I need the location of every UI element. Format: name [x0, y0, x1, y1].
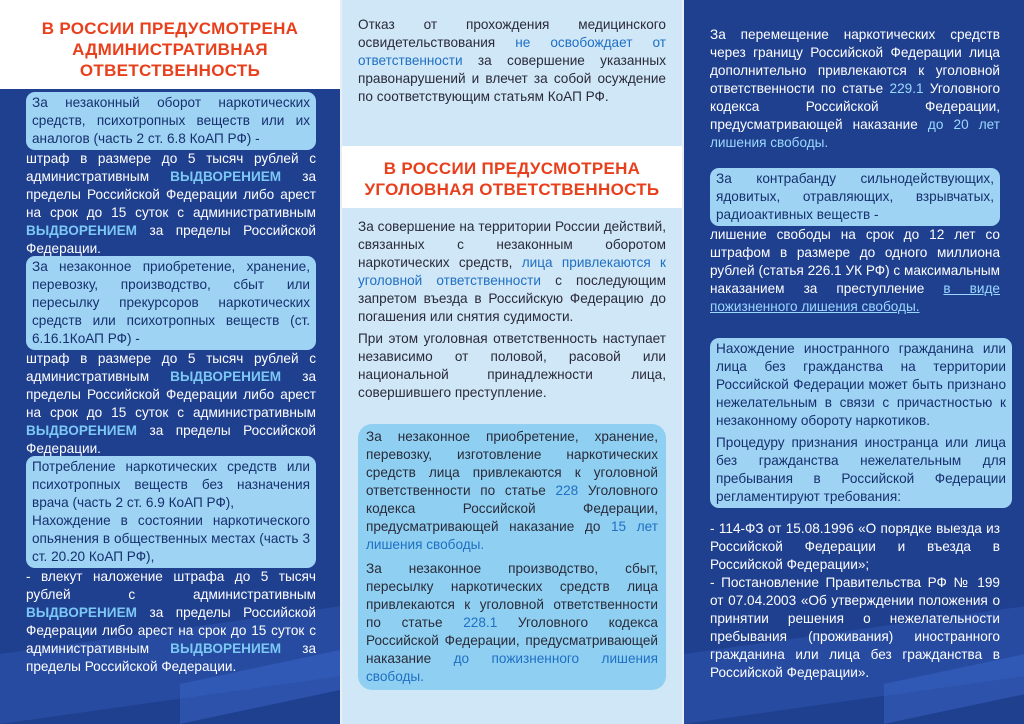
border-crossing-note: За перемещение наркотических средств через границу Российской Федерации лица дополнительно привлекаются к уголовной ответственности по статье 229.1 Уголовного кодекса Российской Федерации, предусматривающей наказание до 20 лет лишения свободы.: [710, 27, 1001, 150]
section-header-administrative: В РОССИИ ПРЕДУСМОТРЕНА АДМИНИСТРАТИВНАЯ ОТВЕТСТВЕННОСТЬ: [0, 0, 340, 89]
section-header-criminal: В РОССИИ ПРЕДУСМОТРЕНА УГОЛОВНАЯ ОТВЕТСТВЕННОСТЬ: [342, 146, 682, 208]
column-criminal: [342, 0, 682, 724]
contraband-offense: За контрабанду сильнодействующих, ядовитых, отравляющих, взрывчатых, радиоактивных веществ -: [710, 168, 1000, 226]
undesirable-stay-panel: Нахождение иностранного гражданина или лица без гражданства на территории Российской Федерации может быть признано нежелательным в связи с причастностью к незаконному обороту наркотиков. Процедуру признания иностранца или лица без гражданства нежелательным для пребывания в Российской Федерации регламентируют требования:: [710, 338, 1012, 508]
refusal-note: Отказ от прохождения медицинского освидетельствования не освобождает от ответственности за совершение указанных правонарушений и влечет за собой осуждение по соответствующим статьям КоАП РФ.: [358, 17, 667, 104]
column-administrative: [0, 0, 340, 724]
admin-block-3: [26, 456, 316, 676]
contraband-block: [710, 168, 1000, 316]
criminal-intro: За совершение на территории России действий, связанных с незаконным оборотом наркотических средств, лица привлекаются к уголовной ответственности с последующим запретом въезда в Российскую Федерацию до погашения или снятия судимости. При этом уголовная ответственность наступает независимо от половой, расовой или национальной принадлежности лица, совершившего преступление.: [358, 219, 666, 400]
criminal-articles-panel: [358, 424, 666, 690]
admin-block-2: [26, 256, 316, 458]
regulation-1: - 114-ФЗ от 15.08.1996 «О порядке выезда из Российской Федерации и въезда в Российской Федерации»;: [710, 521, 1000, 572]
admin-offense-2: За незаконное приобретение, хранение, перевозку, производство, сбыт или пересылку прекурсоров наркотических средств или психотропных веществ (ст. 6.16.1КоАП РФ) -: [26, 256, 316, 350]
admin-block-1: [26, 92, 316, 258]
column-border: [684, 0, 1024, 724]
regulation-2: - Постановление Правительства РФ № 199 от 07.04.2003 «Об утверждении положения о принятии решения о нежелательности пребывания (проживания) иностранного гражданина или лица без гражданства в Российской Федерации».: [710, 575, 1000, 680]
admin-penalty-3: - влекут наложение штрафа до 5 тысяч рублей с административным ВЫДВОРЕНИЕМ за пределы Российской Федерации либо арест на срок до 15 суток с административным ВЫДВОРЕНИЕМ за пределы Российской Федерации.: [26, 569, 317, 674]
admin-penalty-2: штраф в размере до 5 тысяч рублей с административным ВЫДВОРЕНИЕМ за пределы Российской Федерации либо арест на срок до 15 суток с административным ВЫДВОРЕНИЕМ за пределы Российской Федерации.: [26, 351, 317, 456]
admin-offense-1: За незаконный оборот наркотических средств, психотропных веществ или их аналогов (часть 2 ст. 6.8 КоАП РФ) -: [26, 92, 316, 150]
article-228: За незаконное приобретение, хранение, перевозку, изготовление наркотических средств лица привлекаются к уголовной ответственности по статье 228 Уголовного кодекса Российской Федерации, предусматривающей наказание до 15 лет лишения свободы.: [366, 429, 658, 552]
contraband-penalty: лишение свободы на срок до 12 лет со штрафом в размере до одного миллиона рублей (статья 226.1 УК РФ) с максимальным наказанием за преступление в виде пожизненного лишения свободы.: [710, 227, 1000, 314]
article-228-1: За незаконное производство, сбыт, пересылку наркотических средств лица привлекаются к уголовной ответственности по статье 228.1 Уголовного кодекса Российской Федерации, предусматривающей наказание до пожизненного лишения свободы.: [366, 561, 658, 684]
admin-penalty-1: штраф в размере до 5 тысяч рублей с административным ВЫДВОРЕНИЕМ за пределы Российской Федерации либо арест на срок до 15 суток с административным ВЫДВОРЕНИЕМ за пределы Российской Федерации.: [26, 151, 317, 256]
admin-offense-3: Потребление наркотических средств или психотропных веществ без назначения врача (часть 2 ст. 6.9 КоАП РФ), Нахождение в состоянии наркотического опьянения в общественных местах (часть 3 ст. 20.20 КоАП РФ),: [26, 456, 316, 568]
regulations-list: [710, 520, 1000, 682]
